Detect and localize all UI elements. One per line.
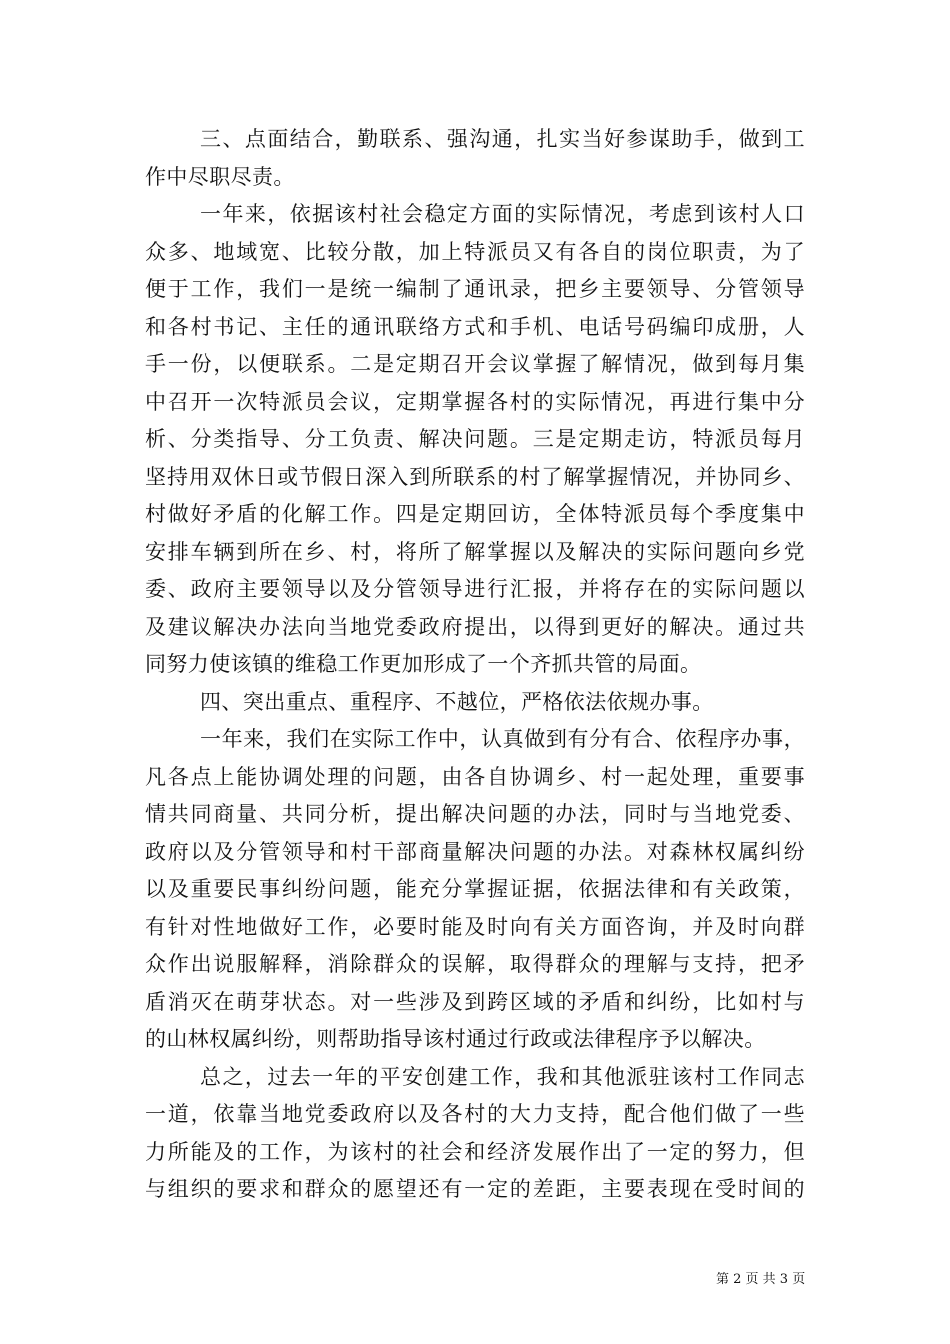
text-line: 盾消灭在萌芽状态。对一些涉及到跨区域的矛盾和纠纷，比如村与 xyxy=(145,989,805,1014)
text-line: 同努力使该镇的维稳工作更加形成了一个齐抓共管的局面。 xyxy=(145,652,702,676)
document-body xyxy=(145,121,805,1209)
text-line: 坚持用双休日或节假日深入到所联系的村了解掌握情况，并协同乡、 xyxy=(145,464,805,489)
text-line: 有针对性地做好工作，必要时能及时向有关方面咨询，并及时向群 xyxy=(145,914,805,939)
text-line: 便于工作，我们一是统一编制了通讯录，把乡主要领导、分管领导 xyxy=(145,277,805,301)
text-line: 一年来，我们在实际工作中，认真做到有分有合、依程序办事， xyxy=(200,727,805,751)
text-line: 及建议解决办法向当地党委政府提出，以得到更好的解决。通过共 xyxy=(145,614,805,639)
text-line: 手一份，以便联系。二是定期召开会议掌握了解情况，做到每月集 xyxy=(145,352,805,376)
text-line: 和各村书记、主任的通讯联络方式和手机、电话号码编印成册，人 xyxy=(145,314,805,339)
text-line: 四、突出重点、重程序、不越位，严格依法依规办事。 xyxy=(200,689,714,714)
paragraph-communication xyxy=(145,196,805,684)
text-line: 的山林权属纠纷，则帮助指导该村通过行政或法律程序予以解决。 xyxy=(145,1027,766,1051)
paragraph-summary xyxy=(145,1059,805,1209)
text-line: 情共同商量、共同分析，提出解决问题的办法，同时与当地党委、 xyxy=(145,802,805,826)
section-heading-3 xyxy=(145,121,805,196)
text-line: 三、点面结合，勤联系、强沟通，扎实当好参谋助手，做到工 xyxy=(200,127,805,151)
text-line: 析、分类指导、分工负责、解决问题。三是定期走访，特派员每月 xyxy=(145,427,805,451)
text-line: 一年来，依据该村社会稳定方面的实际情况，考虑到该村人口 xyxy=(200,202,805,226)
text-line: 以及重要民事纠纷问题，能充分掌握证据，依据法律和有关政策， xyxy=(145,877,805,901)
section-heading-4 xyxy=(145,684,805,722)
text-line: 作中尽职尽责。 xyxy=(145,164,295,189)
text-line: 委、政府主要领导以及分管领导进行汇报，并将存在的实际问题以 xyxy=(145,577,805,601)
text-line: 一道，依靠当地党委政府以及各村的大力支持，配合他们做了一些 xyxy=(145,1102,805,1126)
text-line: 总之，过去一年的平安创建工作，我和其他派驻该村工作同志 xyxy=(200,1064,805,1089)
text-line: 力所能及的工作，为该村的社会和经济发展作出了一定的努力，但 xyxy=(145,1139,805,1164)
text-line: 安排车辆到所在乡、村，将所了解掌握以及解决的实际问题向乡党 xyxy=(145,539,805,564)
paragraph-procedure xyxy=(145,721,805,1059)
text-line: 与组织的要求和群众的愿望还有一定的差距，主要表现在受时间的 xyxy=(145,1177,805,1201)
text-line: 政府以及分管领导和村干部商量解决问题的办法。对森林权属纠纷 xyxy=(145,839,805,864)
text-line: 中召开一次特派员会议，定期掌握各村的实际情况，再进行集中分 xyxy=(145,389,805,414)
page-number-footer: 第 2 页 共 3 页 xyxy=(716,1272,806,1287)
text-line: 凡各点上能协调处理的问题，由各自协调乡、村一起处理，重要事 xyxy=(145,764,805,789)
text-line: 村做好矛盾的化解工作。四是定期回访，全体特派员每个季度集中 xyxy=(145,502,805,526)
text-line: 众作出说服解释，消除群众的误解，取得群众的理解与支持，把矛 xyxy=(145,952,805,976)
text-line: 众多、地域宽、比较分散，加上特派员又有各自的岗位职责，为了 xyxy=(145,239,805,264)
